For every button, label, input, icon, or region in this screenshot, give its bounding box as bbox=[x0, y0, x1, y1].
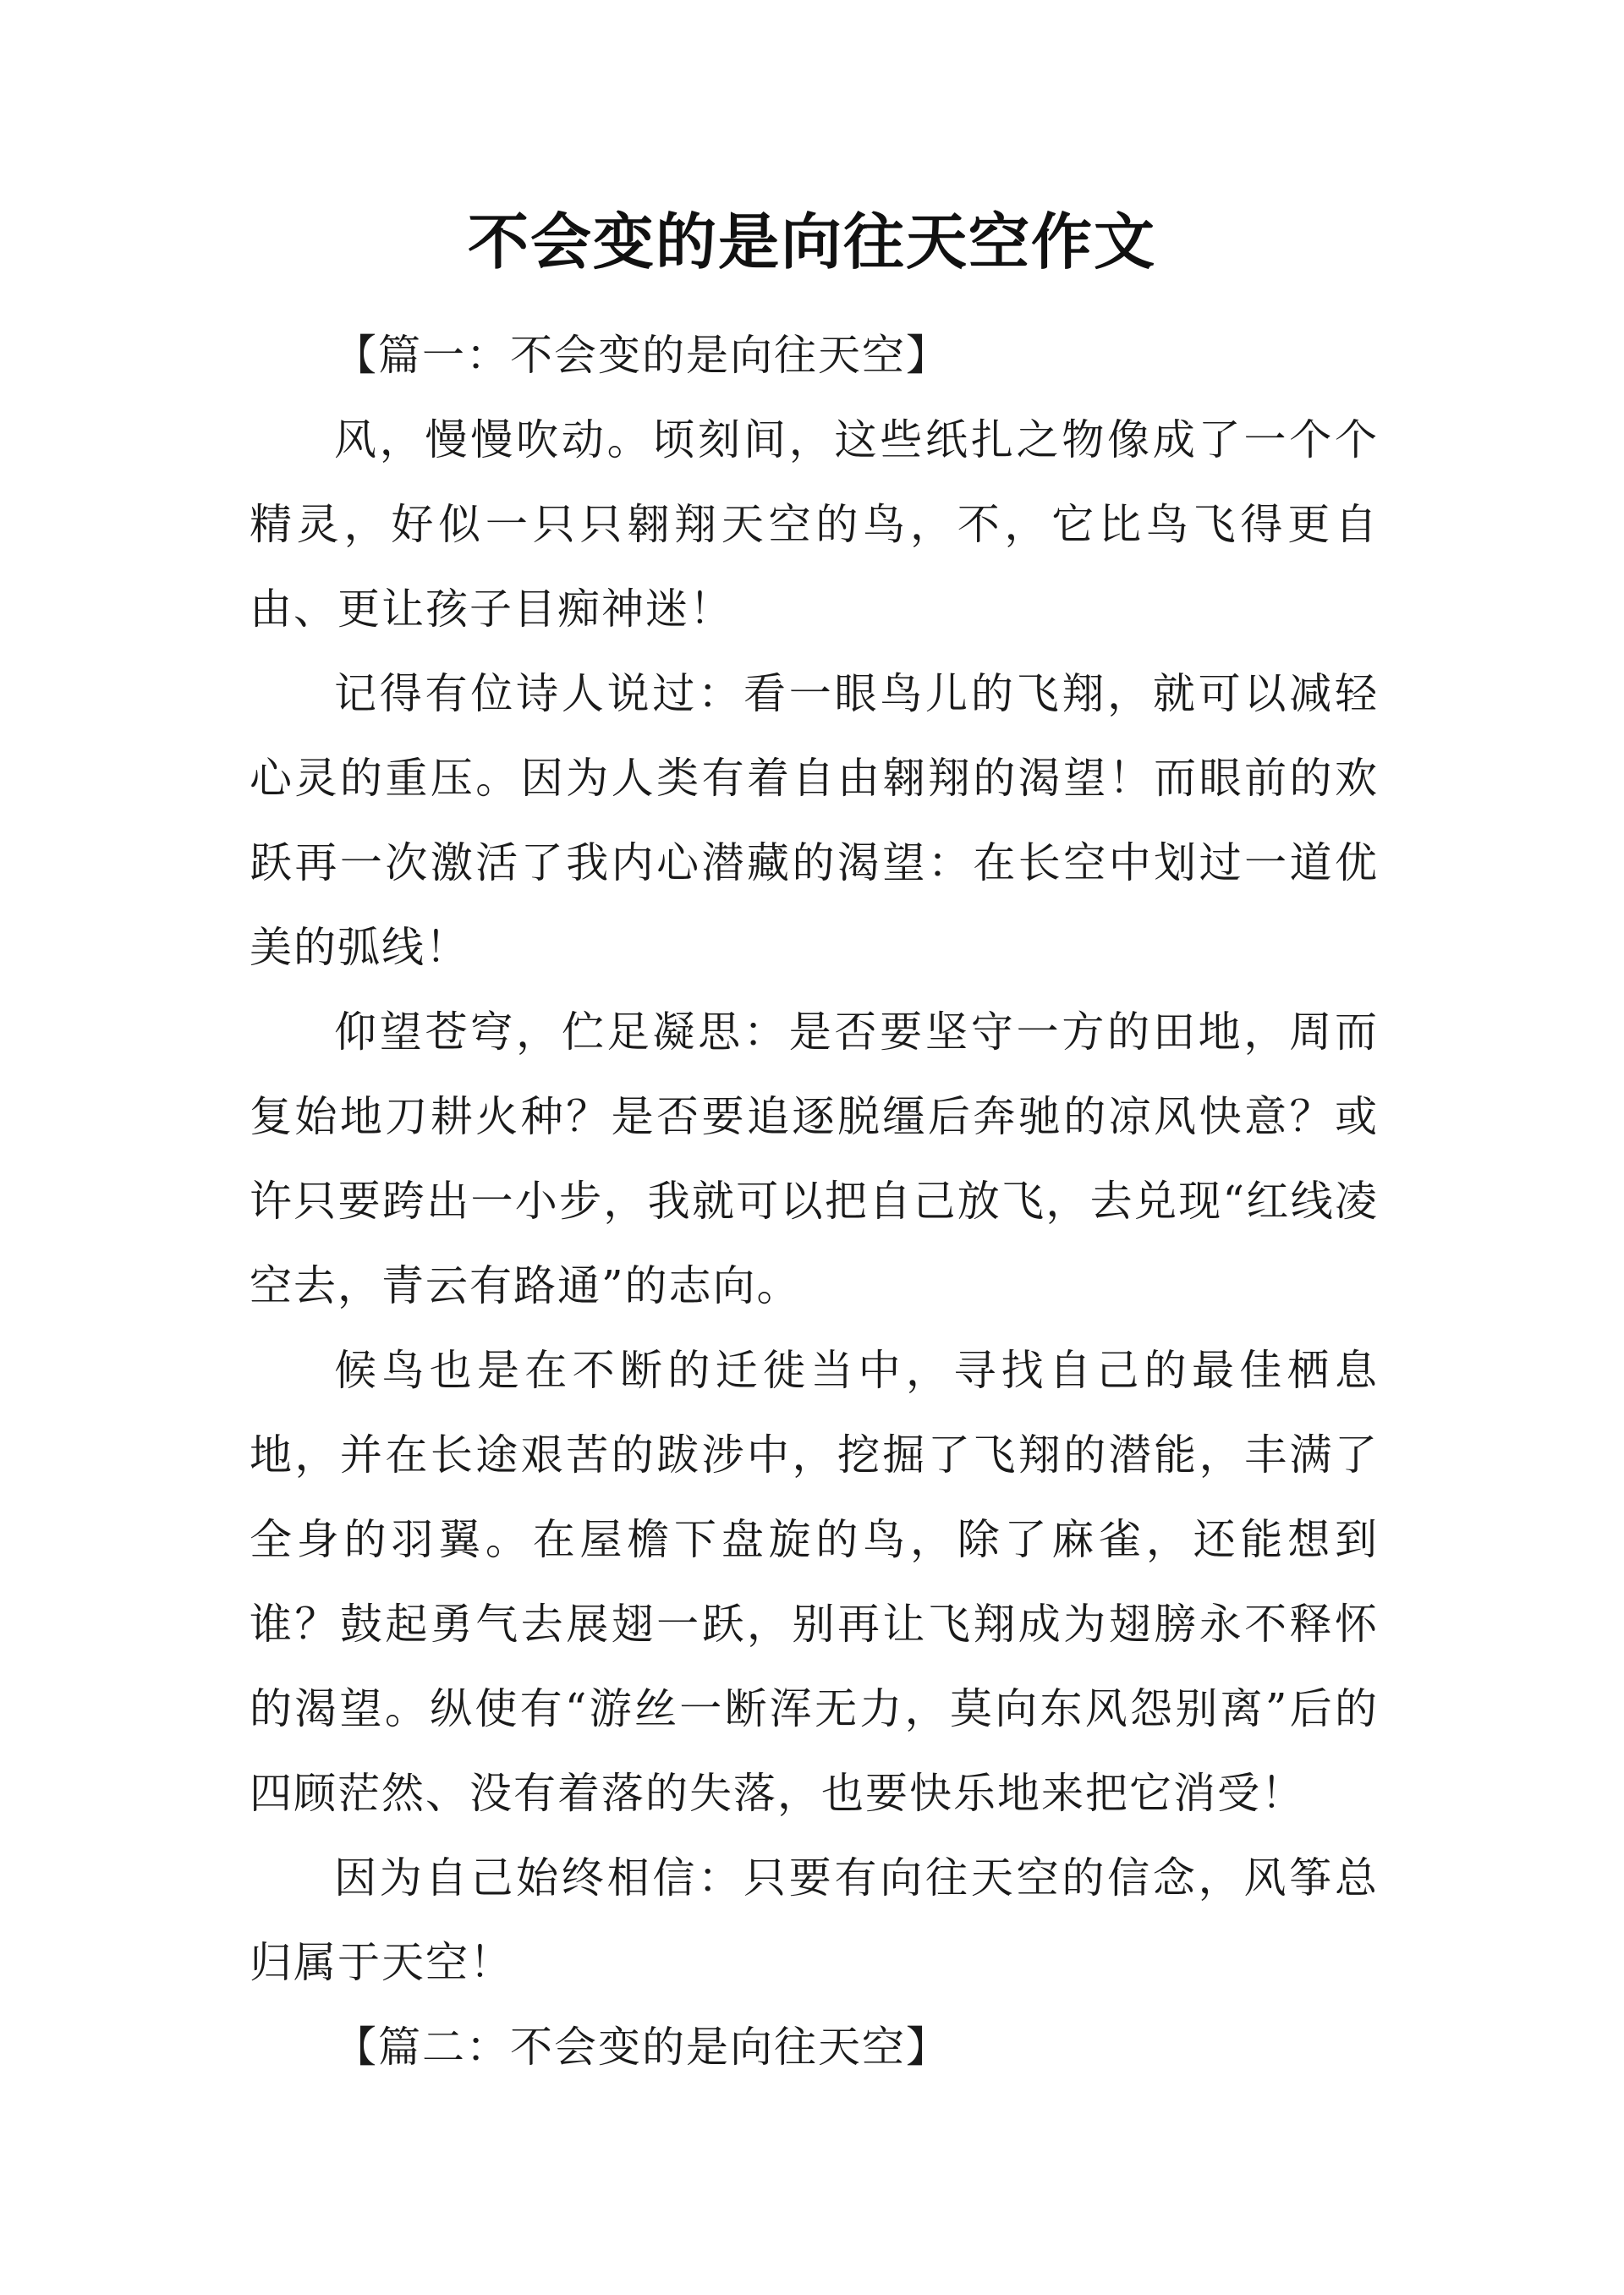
paragraph-4: 候鸟也是在不断的迁徙当中，寻找自己的最佳栖息地，并在长途艰苦的跋涉中，挖掘了飞翔的潜能，丰满了全身的羽翼。在屋檐下盘旋的鸟，除了麻雀，还能想到谁？鼓起勇气去展翅一跃，别再让飞翔成为翅膀永不释怀的渴望。纵使有“游丝一断浑无力，莫向东风怨别离”后的四顾茫然、没有着落的失落，也要快乐地来把它消受！ bbox=[250, 1346, 1379, 1818]
paragraph-2: 记得有位诗人说过：看一眼鸟儿的飞翔，就可以减轻心灵的重压。因为人类有着自由翱翔的渴望！而眼前的欢跃再一次激活了我内心潜藏的渴望：在长空中划过一道优美的弧线！ bbox=[250, 669, 1379, 972]
paragraph-5: 因为自己始终相信：只要有向往天空的信念，风筝总归属于天空！ bbox=[250, 1853, 1379, 1987]
paragraph-1: 风，慢慢吹动。顷刻间，这些纸扎之物像成了一个个精灵，好似一只只翱翔天空的鸟，不，它比鸟飞得更自由、更让孩子目痴神迷！ bbox=[250, 415, 1379, 634]
document-title: 不会变的是向往天空作文 bbox=[467, 206, 1156, 277]
section-one-heading: 【篇一：不会变的是向往天空】 bbox=[334, 331, 950, 380]
document-body bbox=[250, 313, 1379, 2089]
paragraph-3: 仰望苍穹，伫足凝思：是否要坚守一方的田地，周而复始地刀耕火种？是否要追逐脱缰后奔驰的凉风快意？或许只要跨出一小步，我就可以把自己放飞，去兑现“红线凌空去，青云有路通”的志向。 bbox=[250, 1007, 1379, 1310]
section-two-heading: 【篇二：不会变的是向往天空】 bbox=[334, 2023, 950, 2072]
